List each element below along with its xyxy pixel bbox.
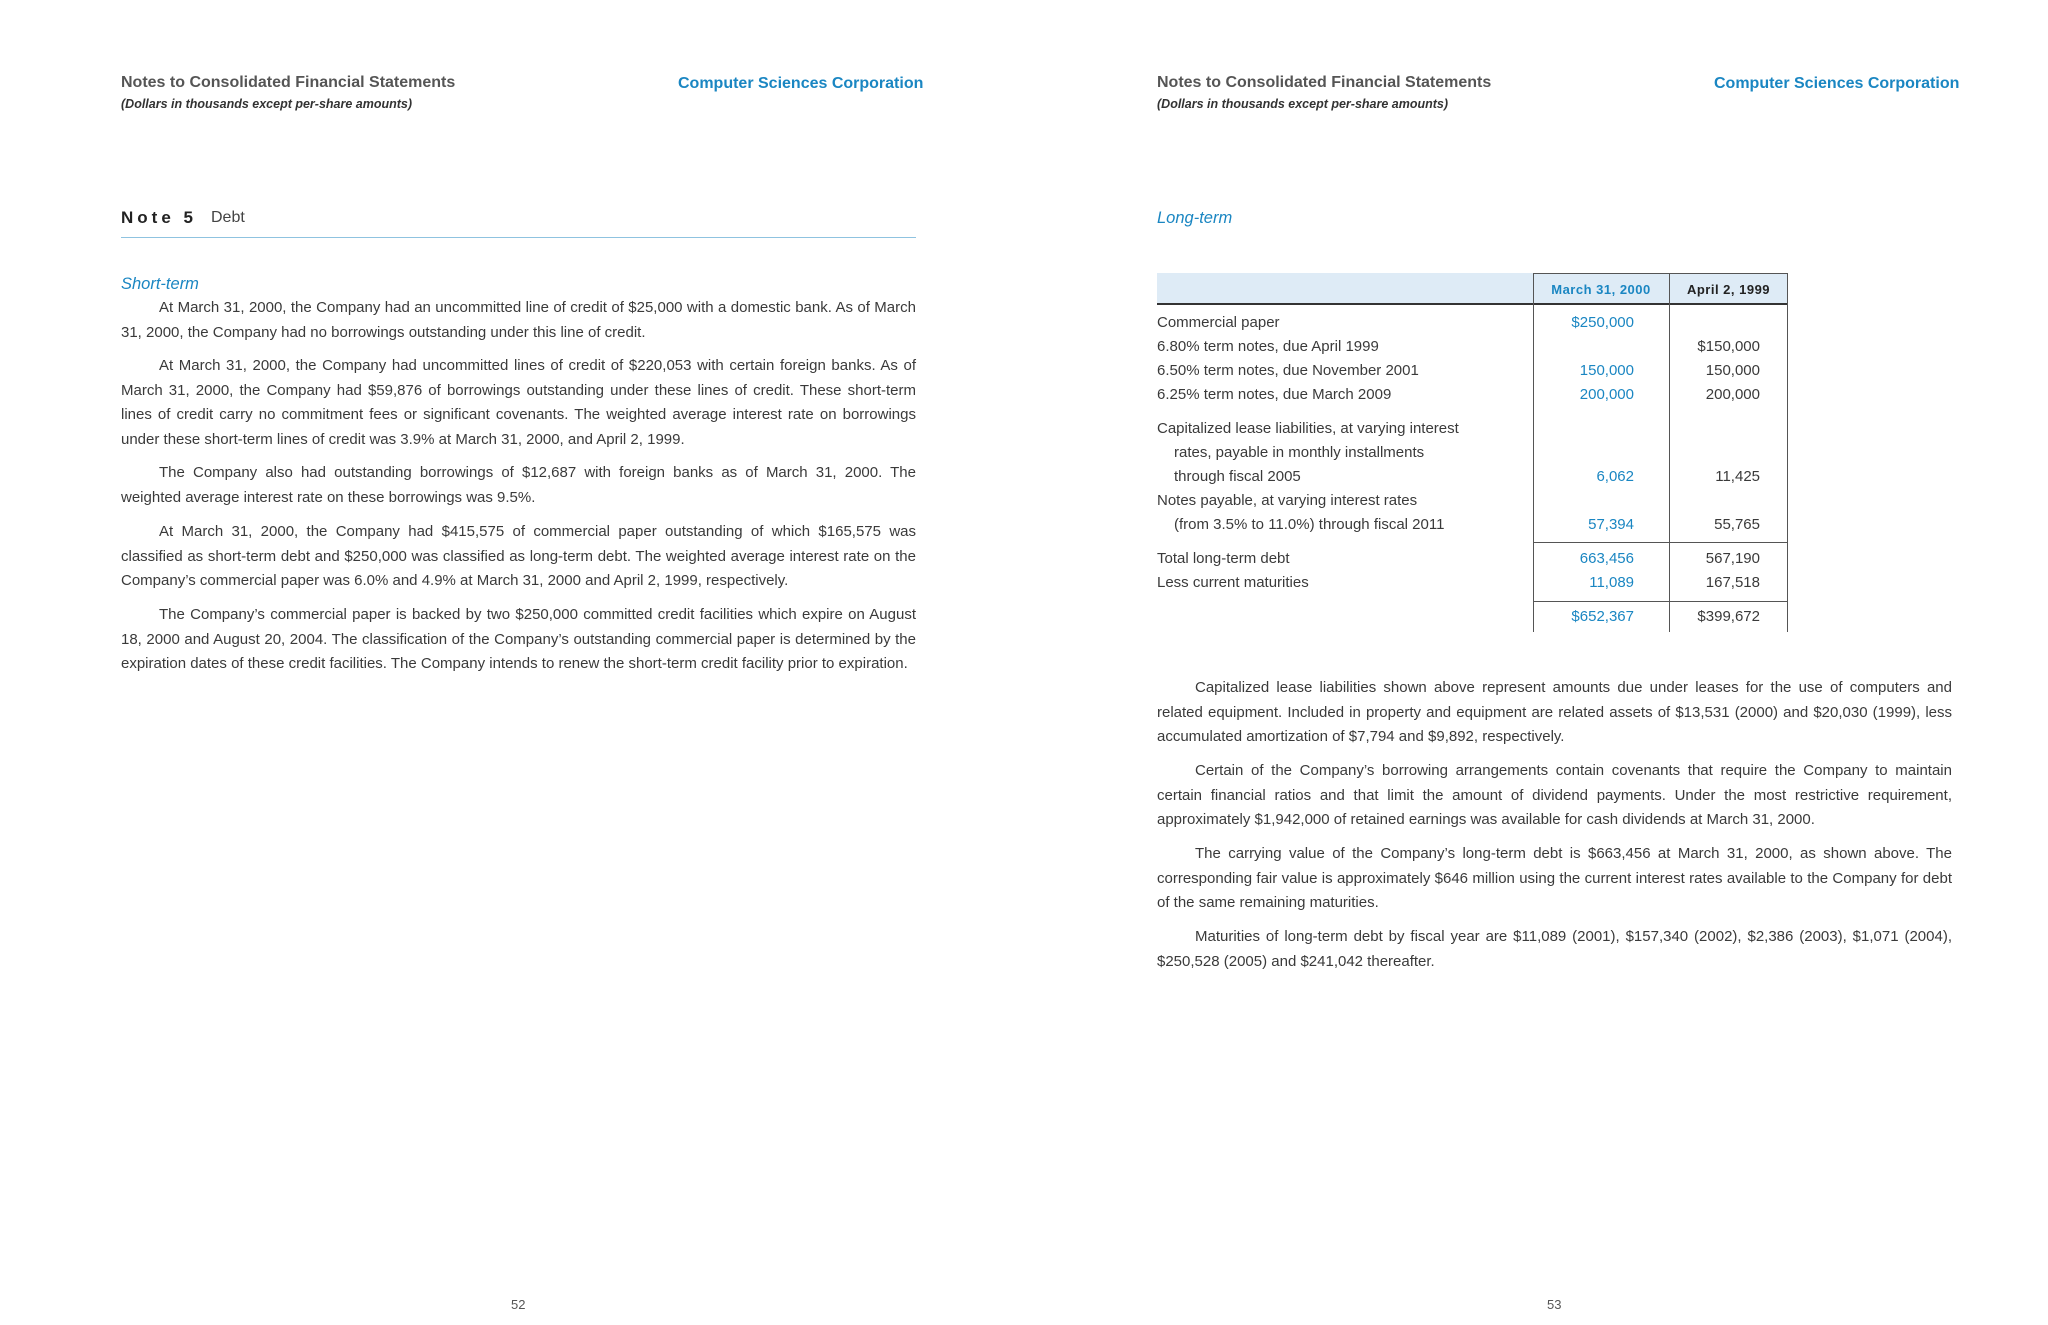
total-rule	[1533, 601, 1788, 602]
cell-march-2000: 57,394	[1588, 516, 1634, 533]
short-term-paragraph-3: The Company also had outstanding borrowings of $12,687 with foreign banks as of March 31, 2000. The weighted average interest rate on these borrowings was 9.5%.	[121, 464, 916, 506]
right-header-title: Notes to Consolidated Financial Statements	[1157, 74, 1492, 91]
cell-march-2000: 150,000	[1579, 362, 1634, 379]
row-label: Total long-term debt	[1157, 550, 1290, 567]
left-header-company: Computer Sciences Corporation	[678, 75, 924, 92]
cell-april-1999: 11,425	[1715, 468, 1760, 485]
row-label: Notes payable, at varying interest rates	[1157, 492, 1418, 509]
row-label: (from 3.5% to 11.0%) through fiscal 2011	[1174, 516, 1445, 533]
row-label: Commercial paper	[1157, 314, 1280, 331]
left-header-title: Notes to Consolidated Financial Statements	[121, 74, 456, 91]
cell-april-1999: $150,000	[1697, 338, 1760, 355]
short-term-paragraph-2: At March 31, 2000, the Company had uncommitted lines of credit of $220,053 with certain foreign banks. As of March 31, 2000, the Company had $59,876 of borrowings outstanding under these lines of credit. These short-term lines of credit carry no commitment fees or significant covenants. The weighted average interest rate on borrowings under these short-term lines of credit was 3.9% at March 31, 2000, and April 2, 1999.	[121, 357, 916, 448]
row-label: Less current maturities	[1157, 574, 1309, 591]
row-label: 6.80% term notes, due April 1999	[1157, 338, 1379, 355]
note-title: Debt	[211, 209, 245, 226]
column-header-april-1999: April 2, 1999	[1686, 282, 1771, 297]
row-label: rates, payable in monthly installments	[1174, 444, 1425, 461]
column-header-march-2000: March 31, 2000	[1551, 282, 1651, 297]
left-page-number: 52	[511, 1297, 526, 1312]
cell-march-2000: $250,000	[1571, 314, 1634, 331]
subtotal-rule	[1533, 542, 1788, 543]
cell-march-2000: 663,456	[1579, 550, 1634, 567]
long-term-paragraph-4: Maturities of long-term debt by fiscal year are $11,089 (2001), $157,340 (2002), $2,386 (2003), $1,071 (2004), $250,528 (2005) and $241,042 thereafter.	[1157, 928, 1952, 970]
long-term-paragraph-2: Certain of the Company’s borrowing arrangements contain covenants that require the Company to maintain certain financial ratios and that limit the amount of dividend payments. Under the most restrictive requirement, approximately $1,942,000 of retained earnings was available for cash dividends at March 31, 2000.	[1157, 762, 1952, 828]
right-page	[1024, 0, 2048, 1325]
short-term-heading: Short-term	[121, 275, 199, 293]
row-label: Capitalized lease liabilities, at varying interest	[1157, 420, 1459, 437]
right-header-subtitle: (Dollars in thousands except per-share amounts)	[1157, 97, 1449, 111]
cell-march-2000: 200,000	[1579, 386, 1634, 403]
note-heading	[121, 208, 916, 238]
cell-march-2000: 6,062	[1596, 468, 1634, 485]
long-term-heading: Long-term	[1157, 209, 1233, 227]
cell-april-1999: 150,000	[1705, 362, 1760, 379]
cell-april-1999: 200,000	[1705, 386, 1760, 403]
left-header-subtitle: (Dollars in thousands except per-share amounts)	[121, 97, 413, 111]
cell-march-2000-net: $652,367	[1571, 608, 1634, 625]
short-term-paragraph-1: At March 31, 2000, the Company had an uncommitted line of credit of $25,000 with a domestic bank. As of March 31, 2000, the Company had no borrowings outstanding under this line of credit.	[121, 299, 916, 341]
right-page-number: 53	[1547, 1297, 1562, 1312]
row-label: through fiscal 2005	[1174, 468, 1301, 485]
cell-april-1999: 55,765	[1714, 516, 1760, 533]
cell-april-1999: 567,190	[1705, 550, 1760, 567]
row-label: 6.50% term notes, due November 2001	[1157, 362, 1419, 379]
cell-march-2000: 11,089	[1589, 574, 1634, 591]
short-term-paragraph-5: The Company’s commercial paper is backed by two $250,000 committed credit facilities which expire on August 18, 2000 and August 20, 2004. The classification of the Company’s outstanding commercial paper is determined by the expiration dates of these credit facilities. The Company intends to renew the short-term credit facility prior to expiration.	[121, 606, 916, 672]
long-term-paragraph-3: The carrying value of the Company’s long-term debt is $663,456 at March 31, 2000, as shown above. The corresponding fair value is approximately $646 million using the current interest rates available to the Company for debt of the same remaining maturities.	[1157, 845, 1952, 911]
long-term-paragraph-1: Capitalized lease liabilities shown above represent amounts due under leases for the use of computers and related equipment. Included in property and equipment are related assets of $13,531 (2000) and $20,030 (1999), less accumulated amortization of $7,794 and $9,892, respectively.	[1157, 679, 1952, 745]
note-label: Note 5	[121, 208, 197, 227]
row-label: 6.25% term notes, due March 2009	[1157, 386, 1392, 403]
cell-april-1999: 167,518	[1705, 574, 1760, 591]
cell-april-1999-net: $399,672	[1697, 608, 1760, 625]
short-term-paragraph-4: At March 31, 2000, the Company had $415,575 of commercial paper outstanding of which $165,575 was classified as short-term debt and $250,000 was classified as long-term debt. The weighted average interest rate on the Company’s commercial paper was 6.0% and 4.9% at March 31, 2000 and April 2, 1999, respectively.	[121, 523, 916, 589]
right-header-company: Computer Sciences Corporation	[1714, 75, 1960, 92]
